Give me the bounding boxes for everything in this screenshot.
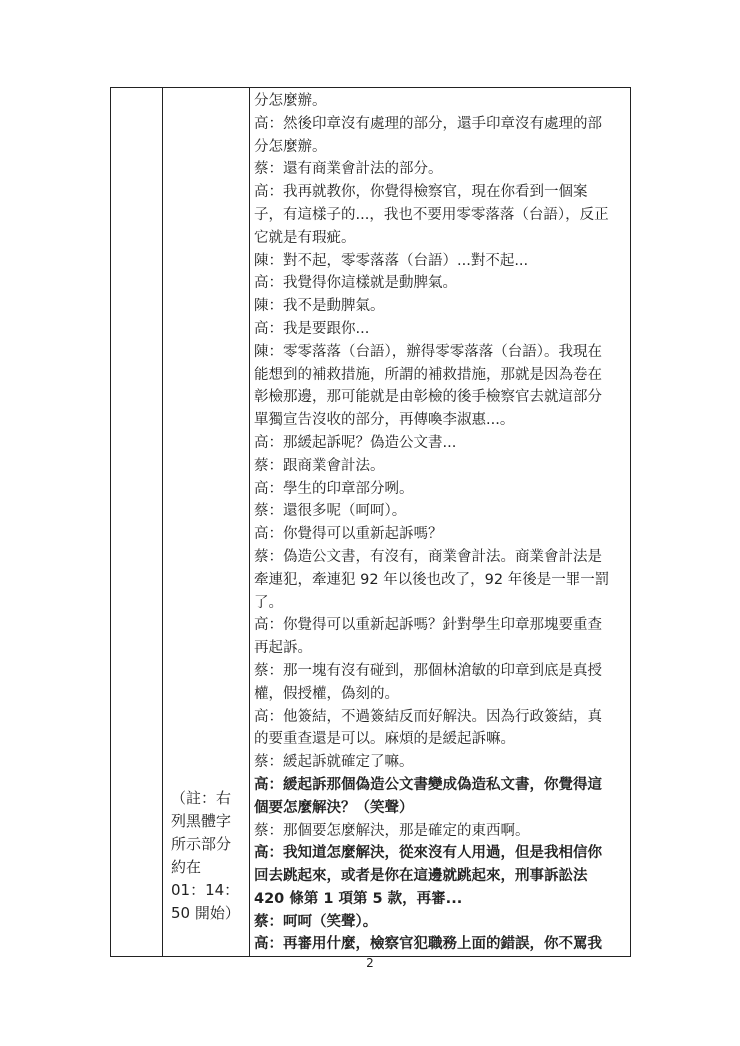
dialogue-line: 高：他簽結，不過簽結反而好解決。因為行政簽結，真 (254, 708, 602, 725)
dialogue-line: 單獨宣告沒收的部分，再傳喚李淑惠...。 (254, 412, 515, 429)
dialogue-line: 高：我知道怎麼解決，從來沒有人用過，但是我相信你 (254, 845, 602, 862)
dialogue-line: 分怎麼辦。 (254, 138, 327, 155)
dialogue-line: 蔡：那個要怎麼解決，那是確定的東西啊。 (254, 822, 530, 839)
dialogue-line: 420 條第 1 項第 5 款，再審... (254, 890, 463, 907)
dialogue-line: 彰檢那邊，那可能就是由彰檢的後手檢察官去就這部分 (254, 389, 602, 406)
dialogue-column (250, 88, 631, 957)
note-line: 所示部分 (171, 835, 232, 853)
dialogue-line: 蔡：緩起訴就確定了嘛。 (254, 754, 414, 771)
dialogue-line: 蔡：還有商業會計法的部分。 (254, 161, 443, 178)
dialogue-line: 蔡：還很多呢（呵呵）。 (254, 503, 407, 520)
dialogue-line: 高：你覺得可以重新起訴嗎？ (254, 526, 443, 543)
note-line: 列黑體字 (171, 812, 232, 830)
note-line: 01：14： (171, 881, 240, 899)
dialogue-line: 回去跳起來，或者是你在這邊就跳起來，刑事訴訟法 (254, 868, 588, 885)
blank-column (111, 88, 163, 957)
dialogue-line: 高：那緩起訴呢？偽造公文書... (254, 434, 457, 451)
note-line: 50 開始） (171, 904, 240, 922)
dialogue-line: 蔡：那一塊有沒有碰到，那個林滄敏的印章到底是真授 (254, 662, 602, 679)
dialogue-line: 高：學生的印章部分咧。 (254, 480, 414, 497)
dialogue-line: 高：你覺得可以重新起訴嗎？針對學生印章那塊要重查 (254, 617, 602, 634)
dialogue-line: 再起訴。 (254, 640, 312, 657)
dialogue-line: 高：再審用什麼，檢察官犯職務上面的錯誤，你不罵我 (254, 936, 602, 953)
timestamp-note (171, 787, 245, 925)
dialogue-line: 分怎麼辦。 (254, 93, 327, 109)
dialogue-line: 陳：我不是動脾氣。 (254, 298, 385, 315)
dialogue-line: 的要重查還是可以。麻煩的是緩起訴嘛。 (254, 731, 515, 748)
dialogue-line: 了。 (254, 594, 283, 611)
dialogue-line: 陳：零零落落（台語），辦得零零落落（台語）。我現在 (254, 343, 602, 360)
dialogue-line: 它就是有瑕疵。 (254, 229, 356, 246)
dialogue-line: 蔡：偽造公文書，有沒有，商業會計法。商業會計法是 (254, 548, 602, 565)
dialogue-line: 子，有這樣子的...，我也不要用零零落落（台語），反正 (254, 206, 609, 223)
dialogue-line: 陳：對不起，零零落落（台語）...對不起... (254, 252, 529, 269)
dialogue-line: 權，假授權，偽刻的。 (254, 685, 399, 702)
note-line: （註：右 (171, 789, 232, 807)
note-line: 約在 (171, 858, 202, 876)
dialogue-line: 個要怎麼解決？（笑聲） (254, 799, 414, 816)
dialogue-line: 高：緩起訴那個偽造公文書變成偽造私文書，你覺得這 (254, 776, 602, 793)
dialogue-line: 牽連犯，牽連犯 92 年以後也改了，92 年後是一罪一罰 (254, 571, 610, 588)
dialogue-line: 能想到的補救措施，所謂的補救措施，那就是因為卷在 (254, 366, 602, 383)
dialogue-line: 高：然後印章沒有處理的部分，還手印章沒有處理的部 (254, 115, 602, 132)
transcript-table (110, 87, 631, 957)
dialogue-line: 蔡：呵呵（笑聲）。 (254, 913, 378, 930)
dialogue-line: 高：我是要跟你... (254, 320, 370, 337)
dialogue-text (250, 88, 630, 956)
table-row (111, 88, 631, 957)
dialogue-line: 高：我再就教你，你覺得檢察官，現在你看到一個案 (254, 184, 588, 201)
page-number: 2 (366, 956, 374, 970)
note-column (163, 88, 250, 957)
dialogue-line: 蔡：跟商業會計法。 (254, 457, 385, 474)
dialogue-line: 高：我覺得你這樣就是動脾氣。 (254, 275, 457, 292)
